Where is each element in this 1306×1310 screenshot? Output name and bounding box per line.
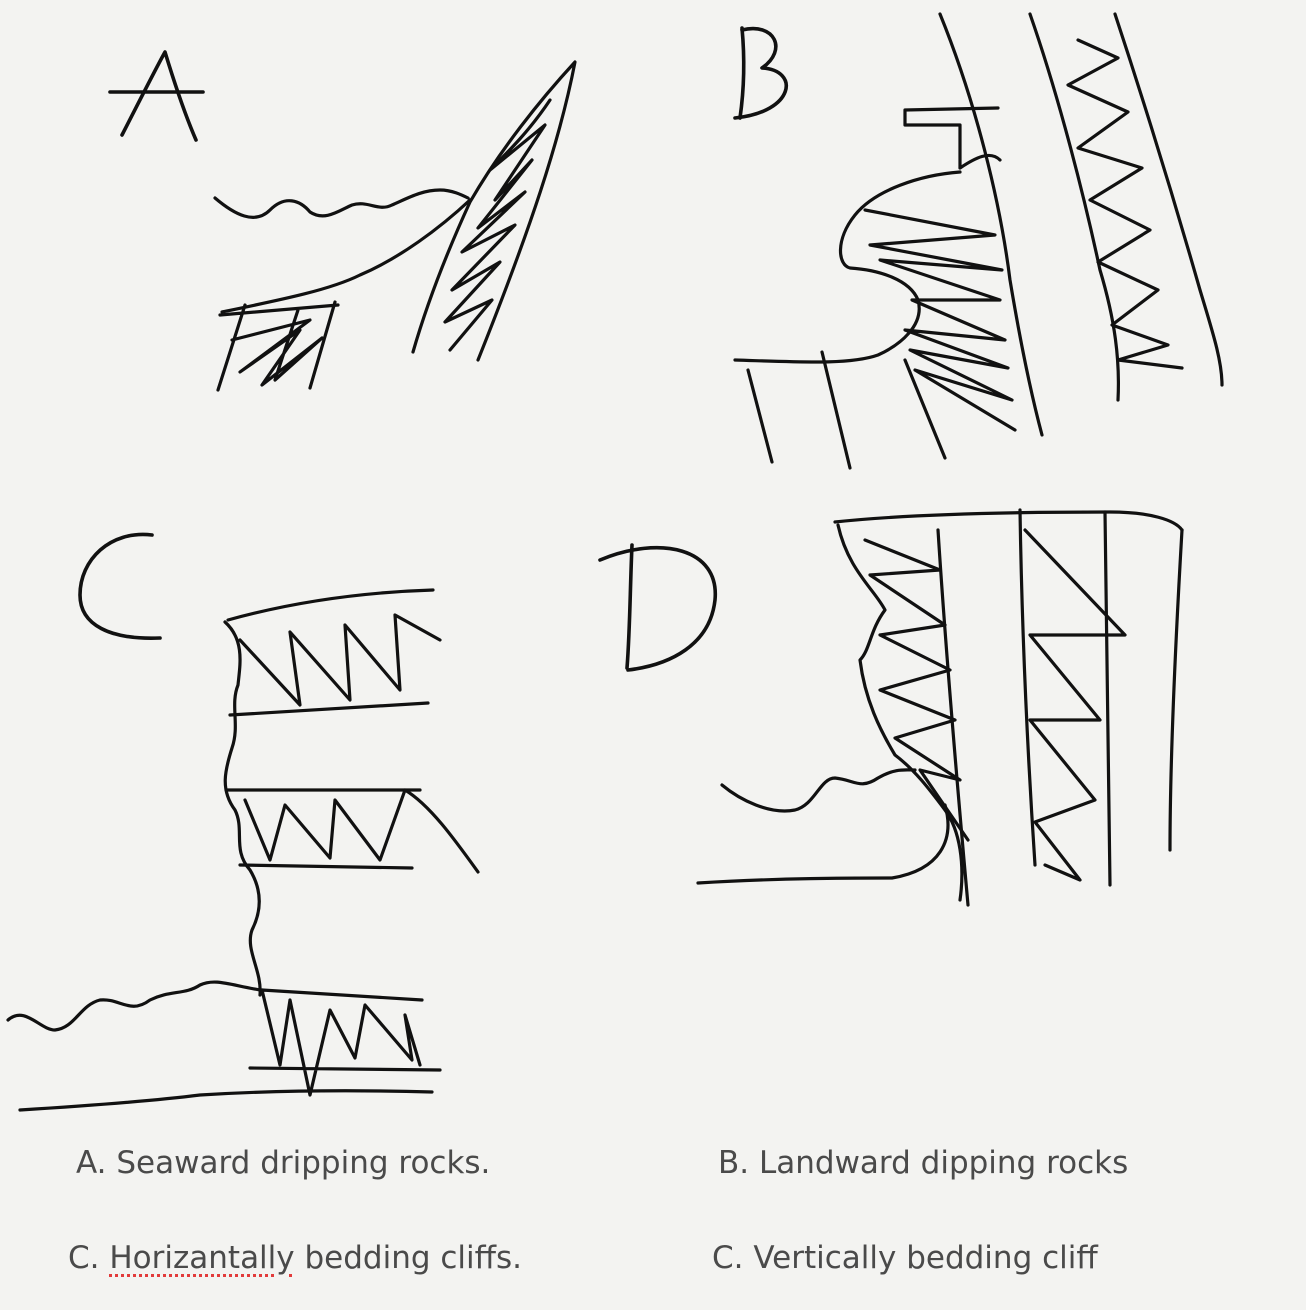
panel-a-sketch (110, 52, 575, 390)
caption-c-prefix: C. (68, 1240, 110, 1276)
panel-c-bed1-strata (240, 615, 440, 705)
caption-c (68, 1240, 522, 1276)
panel-c-cliff-face (225, 622, 260, 995)
panel-c-sea-wave (8, 982, 260, 1030)
panel-d-shore-notch (698, 805, 948, 883)
caption-b: B. Landward dipping rocks (718, 1145, 1129, 1181)
panel-c-bed3 (250, 990, 440, 1095)
letter-b-glyph (735, 28, 786, 118)
letter-a-glyph (110, 52, 203, 140)
panel-d-strata-left (865, 540, 968, 840)
panel-a-sea-wave (215, 190, 468, 217)
panel-a-headland-left (413, 62, 575, 360)
panel-d-top-line (835, 512, 1182, 530)
panel-b-overhang-strata (865, 210, 1015, 430)
caption-c-misspelled-word[interactable]: Horizantally (109, 1240, 295, 1276)
panel-d-sketch (600, 510, 1182, 905)
panel-c-sketch (8, 534, 478, 1110)
panel-d-sea-wave (722, 770, 915, 811)
caption-a: A. Seaward dripping rocks. (76, 1145, 491, 1181)
panel-c-shore-line (20, 1091, 432, 1110)
caption-d: C. Vertically bedding cliff (712, 1240, 1098, 1276)
letter-c-glyph (80, 534, 160, 638)
panel-b-cliff-line-3 (1115, 14, 1222, 385)
panel-a-rock-block-left (218, 302, 338, 390)
panel-d-vertical-beds (938, 510, 1182, 905)
caption-c-suffix: bedding cliffs. (294, 1240, 523, 1276)
letter-d-glyph (600, 545, 715, 670)
panel-c-bed2-strata (245, 790, 478, 872)
panel-b-sketch (735, 14, 1222, 468)
